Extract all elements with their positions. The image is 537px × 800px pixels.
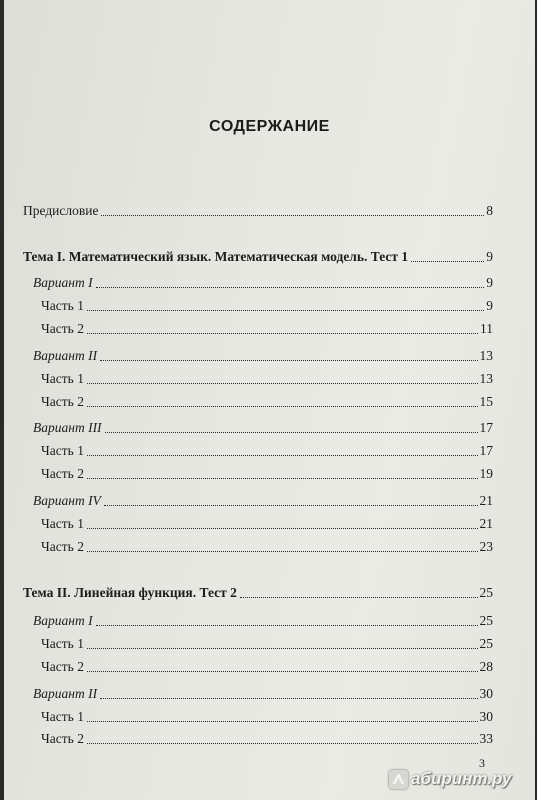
toc-entry-part <box>41 515 493 533</box>
toc-entry-part <box>41 635 493 653</box>
toc-label: Вариант II <box>33 686 98 701</box>
toc-label: Часть 1 <box>41 636 84 651</box>
toc-entry-variant <box>33 274 493 292</box>
toc-entry-variant <box>33 419 493 437</box>
toc-leader <box>101 215 484 216</box>
toc-leader <box>87 551 478 552</box>
toc-page: 9 <box>486 249 493 264</box>
toc-leader <box>87 333 478 334</box>
toc-label: Часть 2 <box>41 659 84 674</box>
toc-entry-part <box>41 393 493 411</box>
toc-entry-part <box>41 730 493 748</box>
toc-entry-part <box>41 465 493 483</box>
toc-label: Часть 1 <box>41 516 84 531</box>
labirint-watermark <box>389 769 511 789</box>
toc-leader <box>240 597 478 598</box>
toc-leader <box>87 743 478 744</box>
toc-page: 13 <box>479 348 493 363</box>
toc-leader <box>105 432 478 433</box>
toc-label: Часть 2 <box>41 466 84 481</box>
toc-page: 19 <box>479 466 493 481</box>
toc-page: 13 <box>479 371 493 386</box>
toc-label: Часть 1 <box>41 443 84 458</box>
toc-page: 8 <box>486 203 493 218</box>
toc-entry-part <box>41 442 493 460</box>
toc-leader <box>87 478 478 479</box>
toc-label: Часть 2 <box>41 321 84 336</box>
toc-entry-part <box>41 658 493 676</box>
toc-leader <box>87 310 484 311</box>
toc-leader <box>87 406 478 407</box>
toc-leader <box>87 671 478 672</box>
toc-label: Часть 2 <box>41 731 84 746</box>
toc-entry-topic <box>23 584 493 602</box>
toc-page: 17 <box>479 443 493 458</box>
toc-entry-part <box>41 708 493 726</box>
toc-leader <box>87 648 478 649</box>
toc-page: 30 <box>479 709 493 724</box>
toc-label: Часть 1 <box>41 371 84 386</box>
toc-label: Вариант IV <box>33 493 101 508</box>
toc-page: 28 <box>479 659 493 674</box>
watermark-text: абиринт.ру <box>411 769 512 788</box>
toc-page: 11 <box>480 321 493 336</box>
toc-entry-part <box>41 297 493 315</box>
toc-label: Тема II. Линейная функция. Тест 2 <box>23 585 237 600</box>
toc-label: Часть 2 <box>41 394 84 409</box>
toc-entry-preface <box>23 202 493 220</box>
toc-page: 33 <box>479 731 493 746</box>
toc-label: Часть 2 <box>41 539 84 554</box>
toc-leader <box>100 698 477 699</box>
toc-page: 21 <box>479 516 493 531</box>
toc-leader <box>87 528 478 529</box>
toc-page: 25 <box>479 636 493 651</box>
labirint-logo-icon <box>389 770 408 789</box>
toc-entry-variant <box>33 612 493 630</box>
toc-leader <box>87 383 478 384</box>
toc-label: Предисловие <box>23 203 99 218</box>
toc-label: Часть 1 <box>41 709 84 724</box>
toc-page: 23 <box>479 539 493 554</box>
toc-page: 9 <box>486 275 493 290</box>
toc-entry-variant <box>33 347 493 365</box>
toc-page: 30 <box>479 686 493 701</box>
toc-page: 15 <box>479 394 493 409</box>
toc-leader <box>104 505 478 506</box>
toc-label: Вариант III <box>33 420 102 435</box>
toc-entry-part <box>41 370 493 388</box>
toc-label: Часть 1 <box>41 298 84 313</box>
book-page <box>4 0 535 800</box>
toc-page: 25 <box>479 585 493 600</box>
toc-entry-topic <box>23 248 493 266</box>
toc-leader <box>96 625 478 626</box>
toc-page: 21 <box>479 493 493 508</box>
toc-page: 17 <box>479 420 493 435</box>
toc-entry-variant <box>33 685 493 703</box>
contents-heading: СОДЕРЖАНИЕ <box>209 118 330 135</box>
toc-leader <box>100 360 477 361</box>
toc-leader <box>87 721 478 722</box>
toc-entry-part <box>41 538 493 556</box>
toc-page: 9 <box>486 298 493 313</box>
toc-entry-variant <box>33 492 493 510</box>
toc-leader <box>96 287 485 288</box>
toc-label: Вариант I <box>33 275 93 290</box>
toc-label: Вариант II <box>33 348 98 363</box>
toc-page: 25 <box>479 613 493 628</box>
toc-leader <box>411 261 484 262</box>
toc-label: Тема I. Математический язык. Математическая модель. Тест 1 <box>23 249 409 264</box>
toc-leader <box>87 455 478 456</box>
toc-entry-part <box>41 320 493 338</box>
page-number: 3 <box>479 756 485 770</box>
toc-label: Вариант I <box>33 613 93 628</box>
